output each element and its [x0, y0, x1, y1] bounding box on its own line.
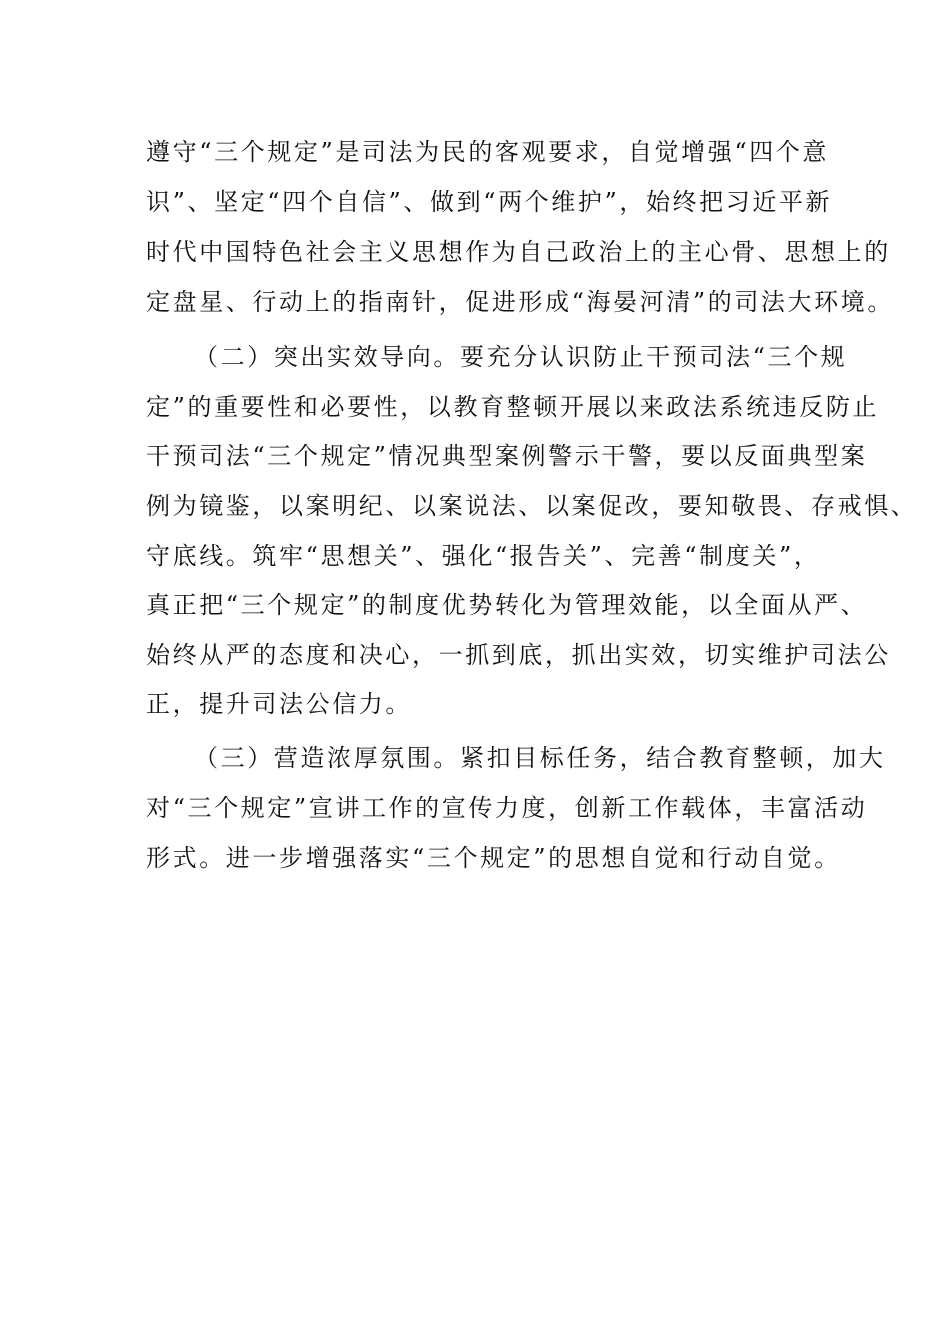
text-line: 真正把“三个规定”的制度优势转化为管理效能，以全面从严、 [146, 591, 868, 619]
text-line: 形式。进一步增强落实“三个规定”的思想自觉和行动自觉。 [146, 844, 841, 872]
text-line: 遵守“三个规定”是司法为民的客观要求，自觉增强“四个意 [146, 138, 830, 166]
text-line: 定盘星、行动上的指南针，促进形成“海晏河清”的司法大环境。 [146, 288, 894, 316]
paragraph-3-first-line: （三）营造浓厚氛围。紧扣目标任务，结合教育整顿，加大 [194, 744, 886, 772]
text-line: 例为镜鉴，以案明纪、以案说法、以案促改，要知敬畏、存戒惧、 [146, 492, 918, 520]
text-line: 正，提升司法公信力。 [146, 690, 412, 718]
text-line: 识”、坚定“四个自信”、做到“两个维护”，始终把习近平新 [146, 188, 833, 216]
text-line: 守底线。筑牢“思想关”、强化“报告关”、完善“制度关”， [146, 542, 821, 570]
paragraph-2-first-line: （二）突出实效导向。要充分认识防止干预司法“三个规 [194, 343, 848, 371]
text-line: 定”的重要性和必要性，以教育整顿开展以来政法系统违反防止 [146, 393, 880, 421]
text-line: 干预司法“三个规定”情况典型案例警示干警，要以反面典型案 [146, 442, 868, 470]
text-line: 时代中国特色社会主义思想作为自己政治上的主心骨、思想上的 [146, 238, 891, 266]
text-line: 始终从严的态度和决心，一抓到底，抓出实效，切实维护司法公 [146, 641, 891, 669]
text-line: 对“三个规定”宣讲工作的宣传力度，创新工作载体，丰富活动 [146, 794, 868, 822]
